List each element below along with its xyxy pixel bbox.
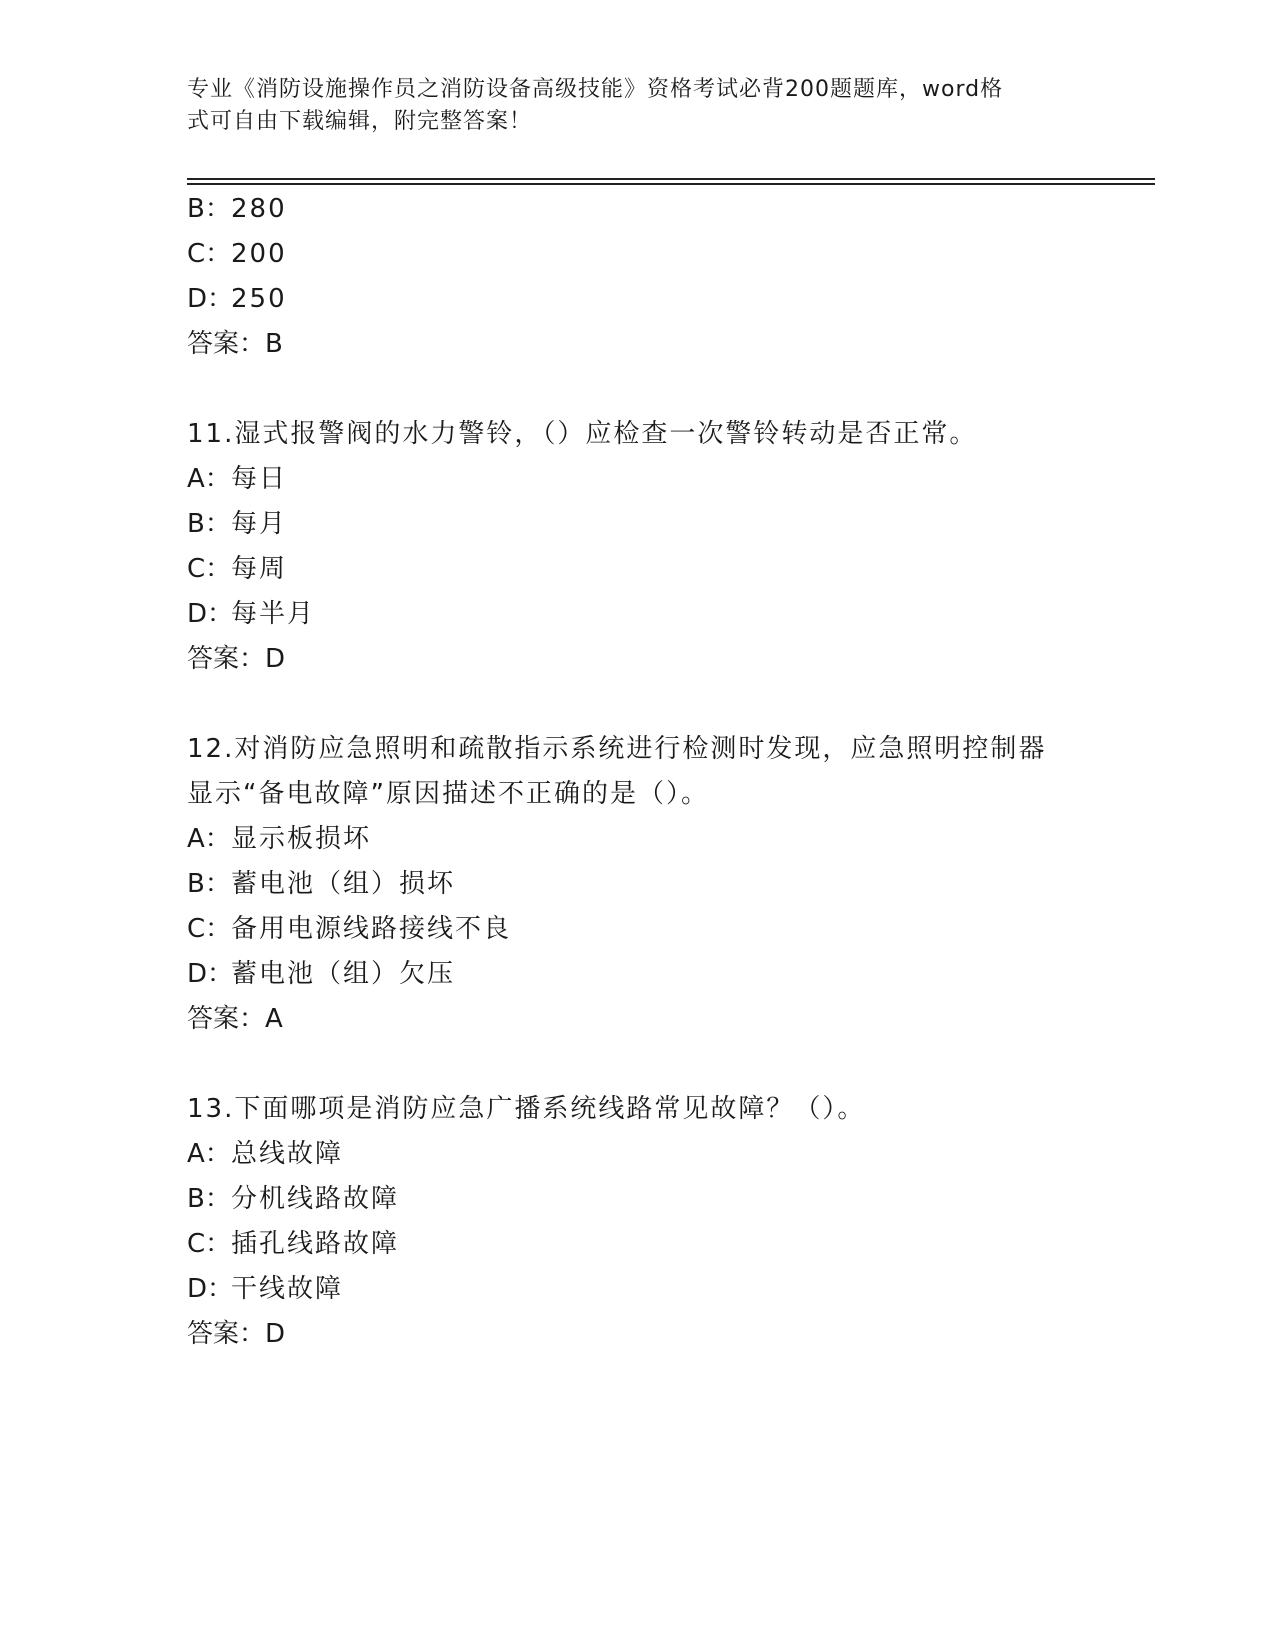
option-text: 每周: [231, 554, 288, 584]
q13-option-b: [187, 1182, 399, 1216]
option-text: 蓄电池（组）损坏: [231, 869, 456, 899]
option-letter: C：: [187, 914, 232, 944]
option-text: 250: [231, 284, 287, 314]
option-text: 每月: [231, 509, 288, 539]
option-letter: C：: [187, 239, 232, 269]
q11-option-a: [187, 462, 287, 496]
option-letter: B：: [187, 869, 231, 899]
option-letter: B：: [187, 194, 231, 224]
q13-option-c: [187, 1227, 399, 1261]
option-text: 分机线路故障: [231, 1184, 400, 1214]
option-text: 干线故障: [231, 1274, 344, 1304]
q13-option-d: [187, 1272, 343, 1306]
question-11-stem: 11.湿式报警阀的水力警铃，（）应检查一次警铃转动是否正常。: [187, 419, 978, 449]
option-text: 总线故障: [231, 1139, 344, 1169]
option-letter: C：: [187, 1229, 232, 1259]
q12-option-d: [187, 957, 455, 991]
question-12-stem-line-1: 12.对消防应急照明和疏散指示系统进行检测时发现，应急照明控制器: [187, 734, 1047, 764]
option-d: [187, 282, 287, 316]
document-header: [187, 74, 1067, 138]
option-letter: D：: [187, 284, 234, 314]
q12-option-c: [187, 912, 511, 946]
option-text: 280: [231, 194, 287, 224]
q11-option-d: [187, 597, 315, 631]
q11-option-b: [187, 507, 287, 541]
option-letter: D：: [187, 1274, 234, 1304]
question-13-stem: 13.下面哪项是消防应急广播系统线路常见故障？（）。: [187, 1094, 866, 1124]
option-letter: C：: [187, 554, 232, 584]
option-text: 每半月: [231, 599, 316, 629]
option-letter: A：: [187, 1139, 231, 1169]
option-text: 备用电源线路接线不良: [231, 914, 512, 944]
answer-line: 答案：B: [187, 329, 283, 359]
q13-option-a: [187, 1137, 343, 1171]
q11-answer: 答案：D: [187, 644, 286, 674]
q13-answer: 答案：D: [187, 1319, 286, 1349]
option-c: [187, 237, 287, 271]
q11-option-c: [187, 552, 287, 586]
q12-option-b: [187, 867, 455, 901]
header-divider-bottom: [187, 183, 1155, 185]
q12-answer: 答案：A: [187, 1004, 283, 1034]
option-letter: D：: [187, 599, 234, 629]
option-letter: B：: [187, 1184, 231, 1214]
header-divider-top: [187, 178, 1155, 180]
question-12-stem-line-2: 显示“备电故障”原因描述不正确的是（）。: [187, 779, 709, 809]
option-text: 蓄电池（组）欠压: [231, 959, 456, 989]
option-letter: B：: [187, 509, 231, 539]
header-line-1: 专业《消防设施操作员之消防设备高级技能》资格考试必背200题题库，word格: [187, 77, 1004, 102]
option-letter: A：: [187, 824, 231, 854]
option-text: 200: [231, 239, 287, 269]
option-b: [187, 192, 287, 226]
option-letter: D：: [187, 959, 234, 989]
q12-option-a: [187, 822, 371, 856]
header-line-2: 式可自由下载编辑，附完整答案！: [187, 109, 533, 134]
option-text: 插孔线路故障: [231, 1229, 400, 1259]
option-letter: A：: [187, 464, 231, 494]
option-text: 显示板损坏: [231, 824, 372, 854]
option-text: 每日: [231, 464, 288, 494]
